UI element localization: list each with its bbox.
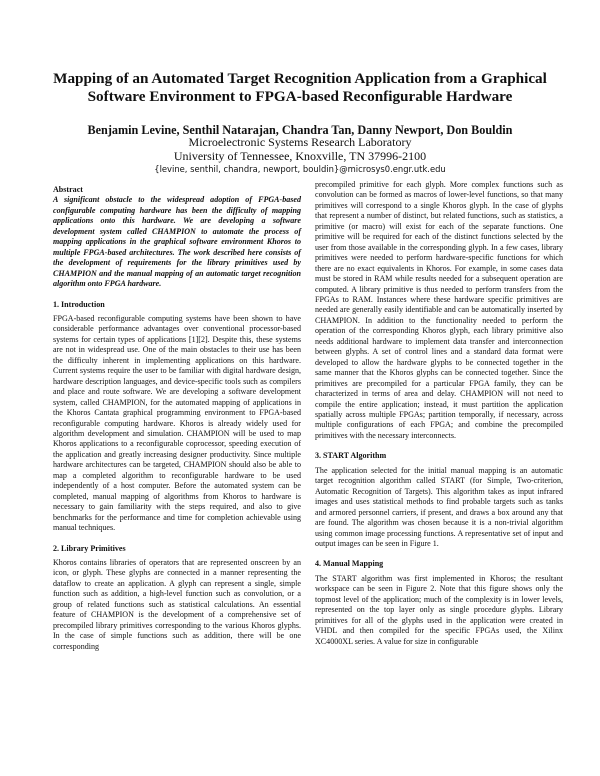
paper-title: Mapping of an Automated Target Recognition Application from a Graphical Software Environment to FPGA-based Reconfigurable Hardware xyxy=(53,70,547,105)
abstract-heading: Abstract xyxy=(53,185,83,194)
right-column xyxy=(315,180,563,647)
section-heading-manual-mapping: 4. Manual Mapping xyxy=(315,559,384,569)
library-primitives-text: Khoros contains libraries of operators that are represented onscreen by an icon, or glyph. These glyphs are connected in a manner representing the dataflow to create an application. A glyph can represent a single, simple function such as addition, a high-level function such as convolution, or a group of related functions such as statistical calculations. An essential feature of CHAMPION is the development of a comprehensive set of precompiled library primitives corresponding to the various Khoros glyphs. In the case of simple functions such as addition, there will be one corresponding xyxy=(53,557,301,651)
abstract-text: A significant obstacle to the widespread adoption of FPGA-based configurable computing hardware has been the difficulty of mapping applications onto this hardware. We are developing a software development system called CHAMPION to automate the process of mapping applications in the graphical software environment Khoros to multiple FPGA-based architectures. The work described here consists of the development of requirements for the library primitives used by CHAMPION and the manual mapping of an automatic target recognition algorithm onto FPGA hardware. xyxy=(53,195,301,289)
affiliation-university: University of Tennessee, Knoxville, TN 37996-2100 xyxy=(173,148,427,163)
manual-mapping-text: The START algorithm was first implemented in Khoros; the resultant workspace can be seen in Figure 2. Note that this figure shows only the topmost level of the application; much of the complexity is in lower levels, represented on the top layer only as single procedure glyphs. Library primitives for all of the glyphs used in the application were created in VHDL and then compiled for the specific FPGAs used, the Xilinx XC4000XL series. A value for size in configurable xyxy=(315,573,563,646)
introduction-text: FPGA-based reconfigurable computing systems have been shown to have considerable performance advantages over conventional processor-based systems for certain types of applications [1][2]. Despite this, these systems are not in widespread use. One of the main obstacles to their use has been the difficulty inherent in implementing applications on this hardware. Current systems require the user to be familiar with digital hardware design, hardware description languages, and device-specific tools such as compilers and place and route software. We are developing a software development system, called CHAMPION, for the automated mapping of applications in the Khoros Cantata graphical programming environment to FPGA-based reconfigurable computing hardware. Khoros is already widely used for algorithm development and simulation. CHAMPION will be used to map Khoros applications to a reconfigurable coprocessor, speeding execution of the application and greatly increasing designer productivity. Since multiple hardware architectures can be targeted, CHAMPION should also be able to map a completed algorithm to reconfigurable hardware to be used independently of a host computer. Before the automated system can be completed, manual mapping of algorithms from Khoros to hardware is necessary to gain familiarity with the steps required, and also to give benchmarks for the performance and time for completion achievable using manual techniques. xyxy=(53,313,301,533)
section-heading-library-primitives: 2. Library Primitives xyxy=(53,543,126,553)
left-column xyxy=(53,185,301,652)
author-list: Benjamin Levine, Senthil Natarajan, Chandra Tan, Danny Newport, Don Bouldin xyxy=(87,123,513,137)
start-algorithm-text: The application selected for the initial manual mapping is an automatic target recognition algorithm called START (for Simple, Two-criterion, Automatic Recognition of Targets). This algorithm takes as input infrared images and uses statistical methods to find probable targets such as tanks and armored personnel carriers, if present, and draws a box around any that are found. The algorithm was chosen because it is a non-trivial algorithm using common image processing functions. A representative set of input and output images can be seen in Figure 1. xyxy=(315,465,563,548)
section-heading-introduction: 1. Introduction xyxy=(53,299,105,309)
affiliation-block xyxy=(40,136,560,175)
author-emails: {levine, senthil, chandra, newport, bouldin}@microsys0.engr.utk.edu xyxy=(154,164,446,174)
affiliation-lab: Microelectronic Systems Research Laboratory xyxy=(188,135,412,149)
library-primitives-text-continued: precompiled primitive for each glyph. More complex functions such as convolution can be formed as macros of lower-level functions, so that many primitives will correspond to a single Khoros glyph. In the case of glyphs that represent a number of distinct, but related functions, such as statistics, a primitive (or macro) will exist for each of the separate functions. One primitive will be required for each of the distinct functions selected by the user from those available in the corresponding glyph. In a few cases, library primitives were needed to perform hardware-specific functions for which there are no exact equivalents in Khoros. For example, in some cases data must be stored in RAM while results needed for a subsequent operation are computed. A library primitive is thus needed to perform transfers from the FPGAs to RAM. Instances where these hardware specific primitives are needed are generally easily identifiable and can be automatically inserted by CHAMPION. In addition to the functionality needed to perform the operation of the corresponding Khoros glyph, each library primitive also needs additional hardware to implement data transfer and interconnection between glyphs. A set of control lines and a standard data format were developed to allow the hardware glyphs to be connected together in the same manner that the Khoros glyphs can be connected together. Since the primitives are precompiled for a particular FPGA family, they can be characterized in terms of area and delay. CHAMPION will not need to compile the entire application; instead, it must partition the application spatially across multiple FPGAs; partition temporally, if necessary, across multiple configurations of each FPGA; and combine the precompiled primitives with the necessary interconnects. xyxy=(315,180,563,440)
section-heading-start-algorithm: 3. START Algorithm xyxy=(315,451,387,461)
